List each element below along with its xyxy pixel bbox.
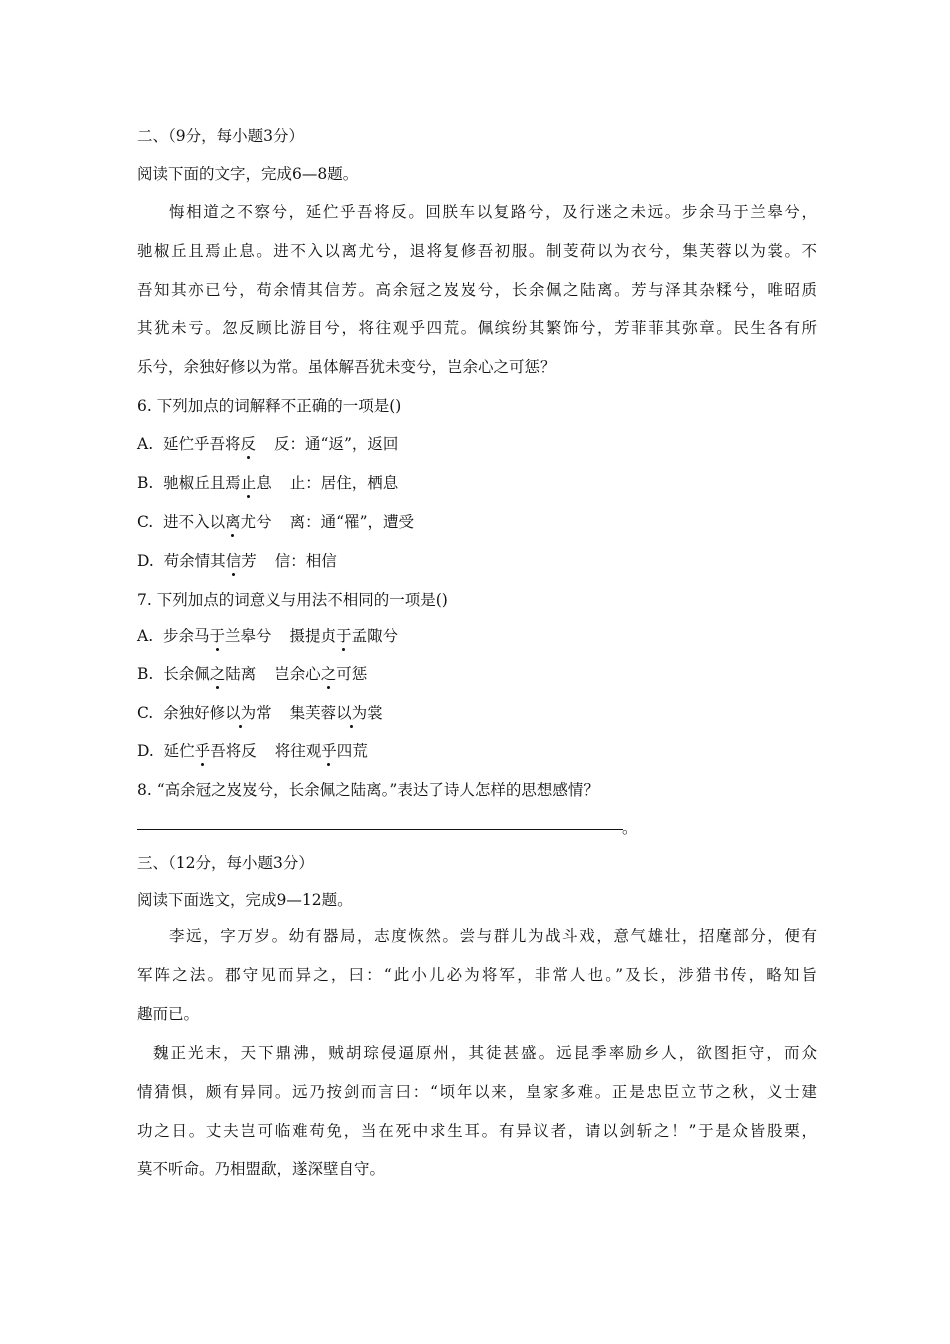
- section-3-instruction: 阅读下面选文，完成9—12题。: [137, 891, 353, 909]
- passage-line: 趣而已。: [137, 1005, 200, 1023]
- passage-line: 其犹未亏。忽反顾比游目兮，将往观乎四荒。佩缤纷其繁饰兮，芳菲菲其弥章。民生各有所: [137, 319, 817, 337]
- option-letter: D.: [137, 552, 154, 570]
- dotted-word: 止: [240, 474, 257, 492]
- question-8-stem: 8. “高余冠之岌岌兮，长余佩之陆离。”表达了诗人怎样的思想感情？: [137, 781, 599, 799]
- dotted-word: 以为: [225, 704, 257, 722]
- question-7-stem: 7. 下列加点的词意义与用法不相同的一项是(): [137, 591, 448, 609]
- option-letter: B.: [137, 474, 154, 492]
- dotted-word: 反: [240, 435, 257, 453]
- answer-blank[interactable]: [137, 829, 623, 830]
- passage-line: 李远，字万岁。幼有器局，志度恢然。尝与群儿为战斗戏，意气雄壮，招麾部分，便有: [169, 927, 817, 945]
- q6-option-c: C. 进不入以离尤兮 离：通“罹”，遭受: [137, 513, 414, 531]
- q6-option-b: B. 驰椒丘且焉止息 止：居住，栖息: [137, 474, 399, 492]
- q7-option-c: C. 余独好修以为常 集芙蓉以为裳: [137, 704, 383, 722]
- passage-line: 莫不听命。乃相盟歃，遂深壁自守。: [137, 1160, 386, 1178]
- passage-line: 吾知其亦已兮，苟余情其信芳。高余冠之岌岌兮，长余佩之陆离。芳与泽其杂糅兮，唯昭质: [137, 281, 817, 299]
- dotted-word: 信: [225, 552, 242, 570]
- option-letter: B.: [137, 665, 154, 683]
- section-3-header: 三、（12分，每小题3分）: [137, 854, 314, 872]
- option-letter: C.: [137, 513, 154, 531]
- passage-line: 军阵之法。郡守见而异之，曰：“此小儿必为将军，非常人也。”及长，涉猎书传，略知旨: [137, 966, 817, 984]
- passage-line: 悔相道之不察兮，延伫乎吾将反。回朕车以复路兮，及行迷之未远。步余马于兰皋兮，: [169, 203, 817, 221]
- option-letter: D.: [137, 742, 154, 760]
- dotted-word: 离: [225, 513, 241, 531]
- dotted-word: 于: [209, 627, 226, 645]
- dotted-word: 乎: [321, 742, 337, 760]
- q7-option-b: B. 长余佩之陆离 岂余心之可惩: [137, 665, 368, 683]
- option-letter: A.: [137, 627, 154, 645]
- dotted-word: 乎: [194, 742, 211, 760]
- section-2-instruction: 阅读下面的文字，完成6—8题。: [137, 165, 359, 183]
- passage-line: 魏正光末，天下鼎沸，贼胡琮侵逼原州，其徒甚盛。远昆季率励乡人，欲图拒守，而众: [153, 1044, 817, 1062]
- dotted-word: 以为: [336, 704, 368, 722]
- answer-period: 。: [622, 819, 638, 837]
- passage-line: 情猜惧，颇有异同。远乃按剑而言曰：“顷年以来，皇家多难。正是忠臣立节之秋，义士建: [137, 1083, 817, 1101]
- question-6-stem: 6. 下列加点的词解释不正确的一项是(): [137, 397, 402, 415]
- section-2-header: 二、（9分，每小题3分）: [137, 127, 304, 145]
- q7-option-d: D. 延伫乎吾将反 将往观乎四荒: [137, 742, 368, 760]
- passage-line: 功之日。丈夫岂可临难苟免，当在死中求生耳。有异议者，请以剑斩之！”于是众皆股栗，: [137, 1122, 817, 1140]
- dotted-word: 之: [209, 665, 226, 683]
- option-letter: A.: [137, 435, 154, 453]
- q6-option-d: D. 苟余情其信芳 信：相信: [137, 552, 337, 570]
- q6-option-a: A. 延伫乎吾将反 反：通“返”，返回: [137, 435, 399, 453]
- option-letter: C.: [137, 704, 154, 722]
- dotted-word: 之: [320, 665, 337, 683]
- q7-option-a: A. 步余马于兰皋兮 摄提贞于孟陬兮: [137, 627, 399, 645]
- passage-line: 乐兮，余独好修以为常。虽体解吾犹未变兮，岂余心之可惩？: [137, 358, 556, 376]
- dotted-word: 于: [336, 627, 352, 645]
- passage-line: 驰椒丘且焉止息。进不入以离尤兮，退将复修吾初服。制芰荷以为衣兮，集芙蓉以为裳。不: [137, 242, 817, 260]
